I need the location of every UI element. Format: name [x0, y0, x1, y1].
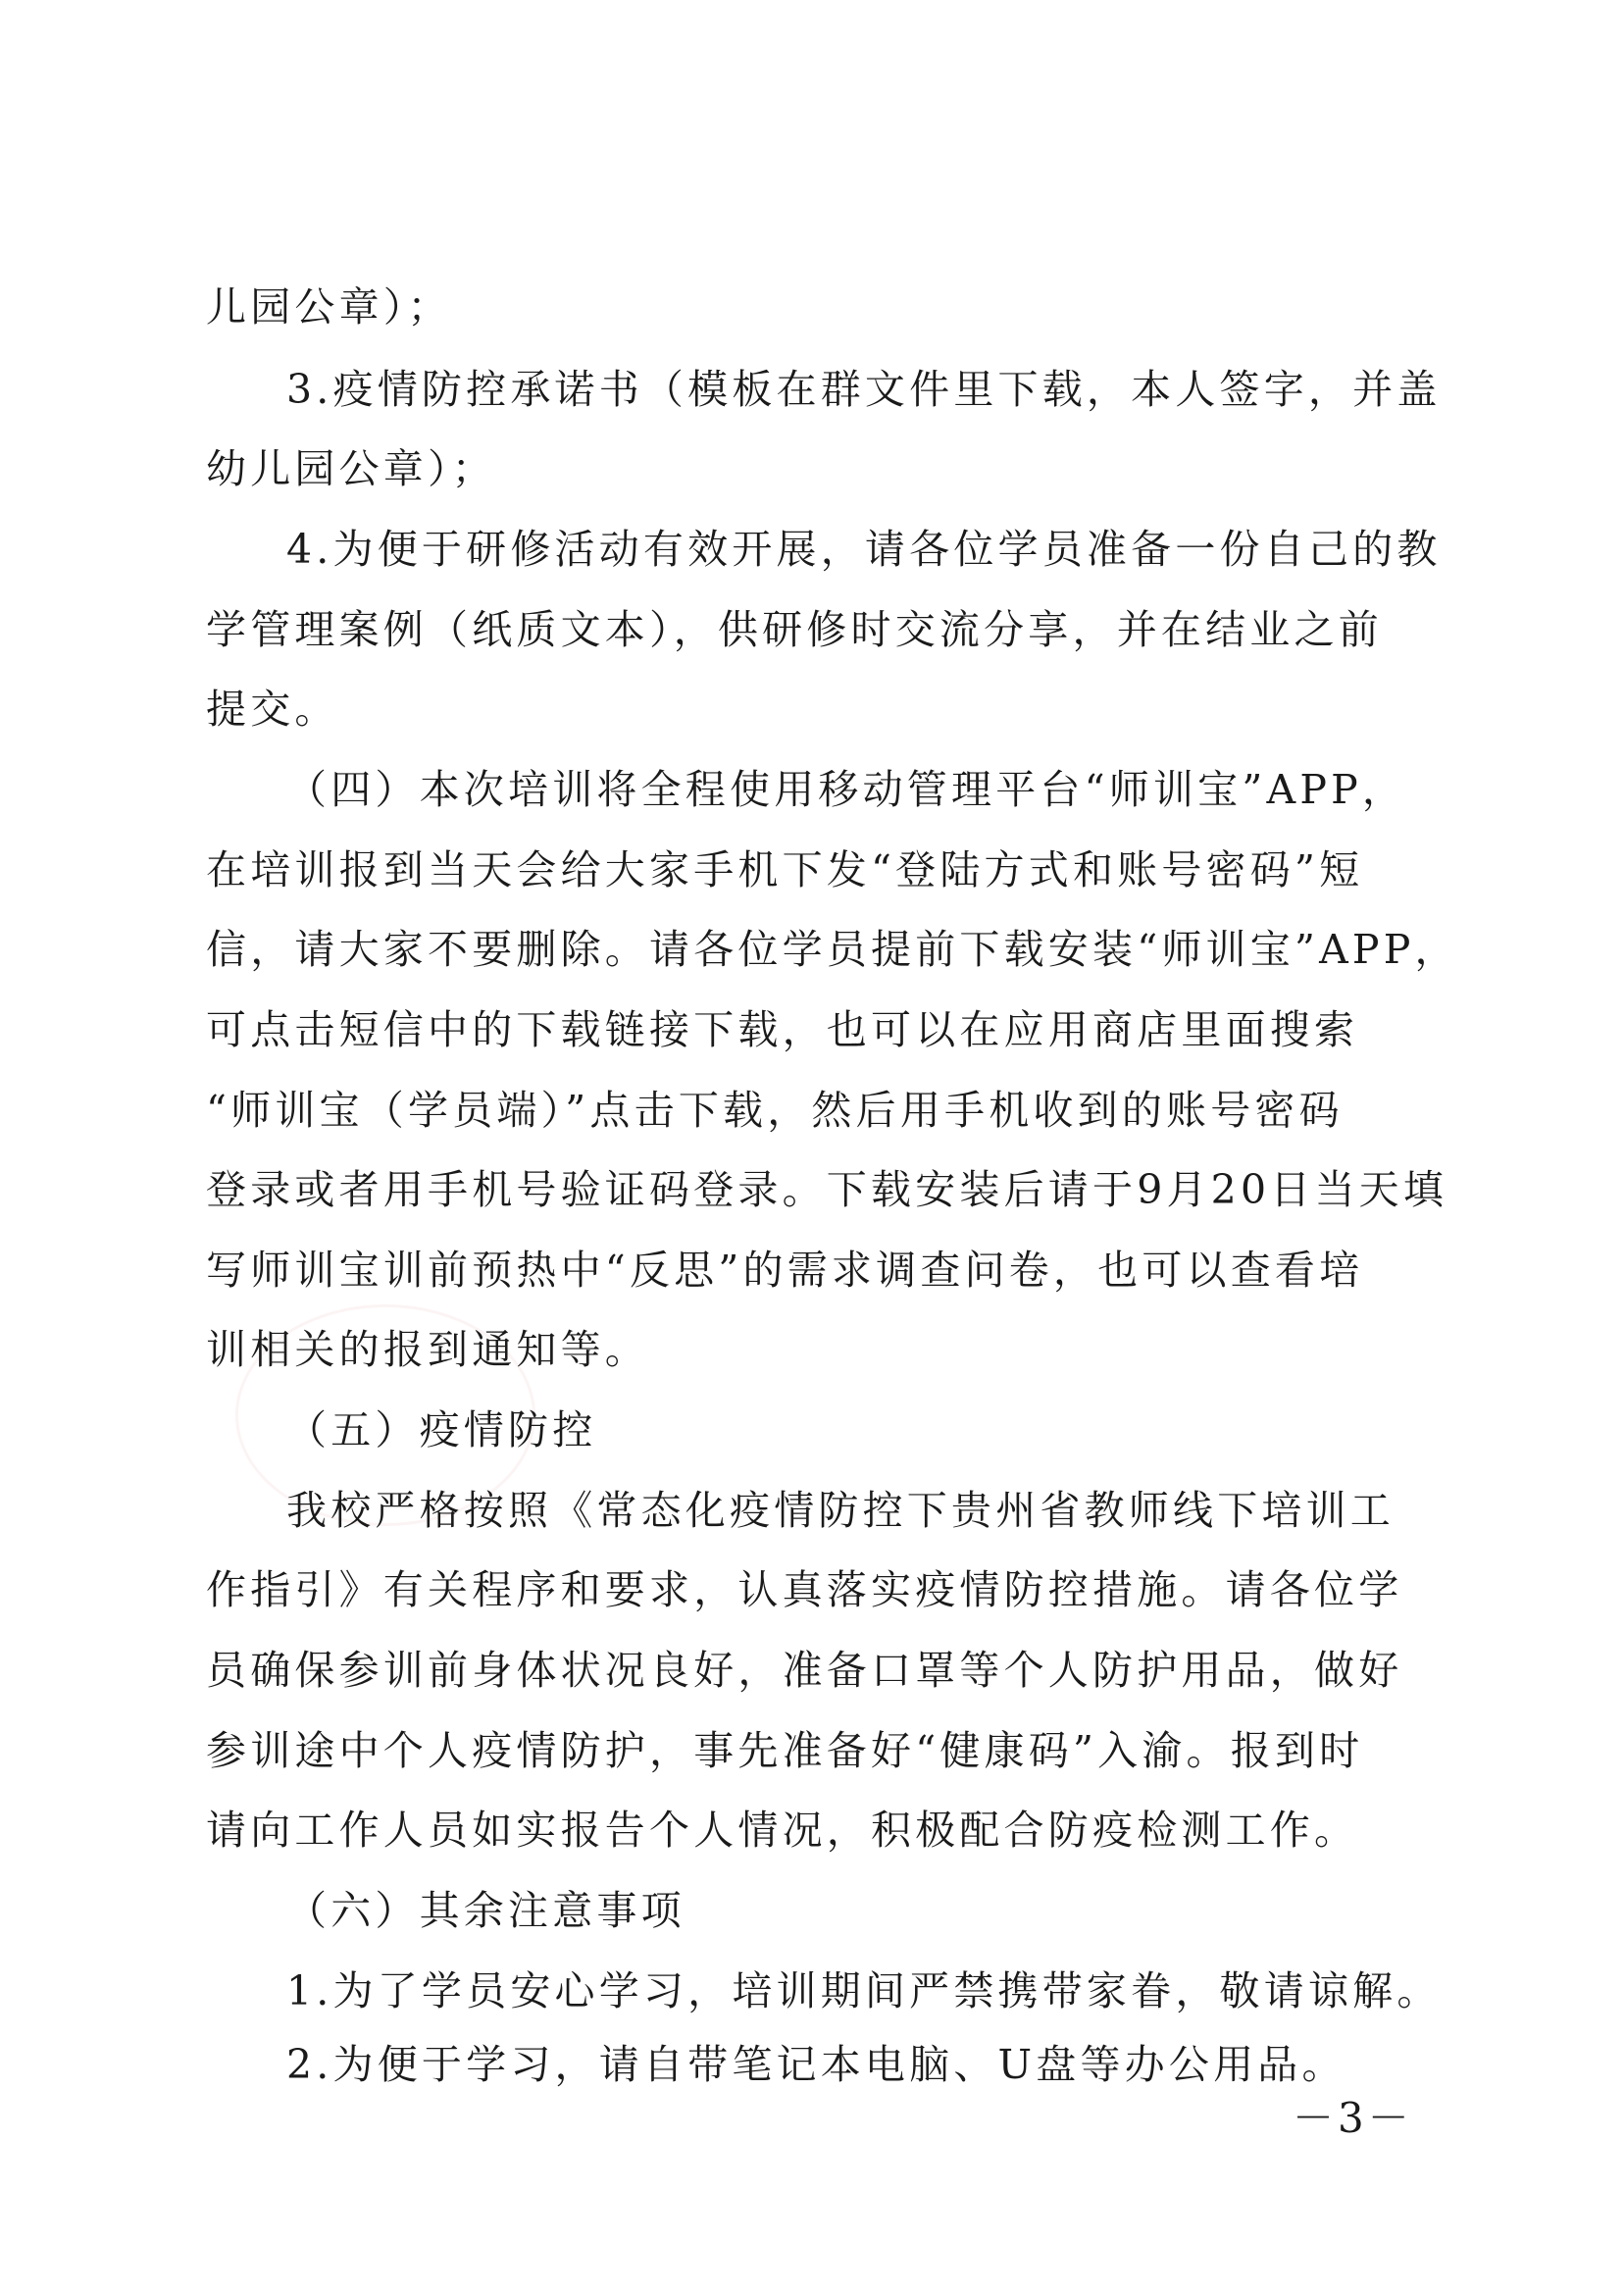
text-line-14: 训相关的报到通知等。: [206, 1326, 649, 1373]
text-line-8: 在培训报到当天会给大家手机下发“登陆方式和账号密码”短: [206, 846, 1364, 893]
text-line-20: 请向工作人员如实报告个人情况，积极配合防疫检测工作。: [206, 1807, 1359, 1854]
text-line-16: 我校严格按照《常态化疫情防控下贵州省教师线下培训工: [286, 1487, 1395, 1534]
text-line-13: 写师训宝训前预热中“反思”的需求调查问卷，也可以查看培: [206, 1247, 1364, 1294]
text-line-23: 2.为便于学习，请自带笔记本电脑、U盘等办公用品。: [286, 2041, 1346, 2088]
text-line-19: 参训途中个人疫情防护，事先准备好“健康码”入渝。报到时: [206, 1727, 1364, 1774]
text-line-1: 儿园公章）；: [206, 283, 452, 331]
section-heading-six: （六）其余注意事项: [286, 1887, 685, 1934]
text-line-22: 1.为了学员安心学习，培训期间严禁携带家眷，敬请谅解。: [286, 1967, 1442, 2014]
text-line-5: 学管理案例（纸质文本），供研修时交流分享，并在结业之前: [206, 606, 1383, 653]
text-line-9: 信，请大家不要删除。请各位学员提前下载安装“师训宝”APP，: [206, 926, 1459, 973]
text-line-3: 幼儿园公章）；: [206, 445, 496, 492]
text-line-7: （四）本次培训将全程使用移动管理平台“师训宝”APP，: [286, 766, 1407, 813]
text-line-2: 3.疫情防控承诺书（模板在群文件里下载，本人签字，并盖: [286, 366, 1442, 413]
section-heading-five: （五）疫情防控: [286, 1406, 597, 1453]
text-line-4: 4.为便于研修活动有效开展，请各位学员准备一份自己的教: [286, 526, 1442, 573]
text-line-11: “师训宝（学员端）”点击下载，然后用手机收到的账号密码: [206, 1087, 1344, 1134]
text-line-18: 员确保参训前身体状况良好，准备口罩等个人防护用品，做好: [206, 1647, 1403, 1694]
text-line-12: 登录或者用手机号验证码登录。下载安装后请于9月20日当天填: [206, 1166, 1448, 1213]
page-number: －3－: [1293, 2094, 1413, 2142]
text-line-6: 提交。: [206, 686, 339, 733]
text-line-10: 可点击短信中的下载链接下载，也可以在应用商店里面搜索: [206, 1006, 1359, 1053]
text-line-17: 作指引》有关程序和要求，认真落实疫情防控措施。请各位学: [206, 1566, 1403, 1613]
